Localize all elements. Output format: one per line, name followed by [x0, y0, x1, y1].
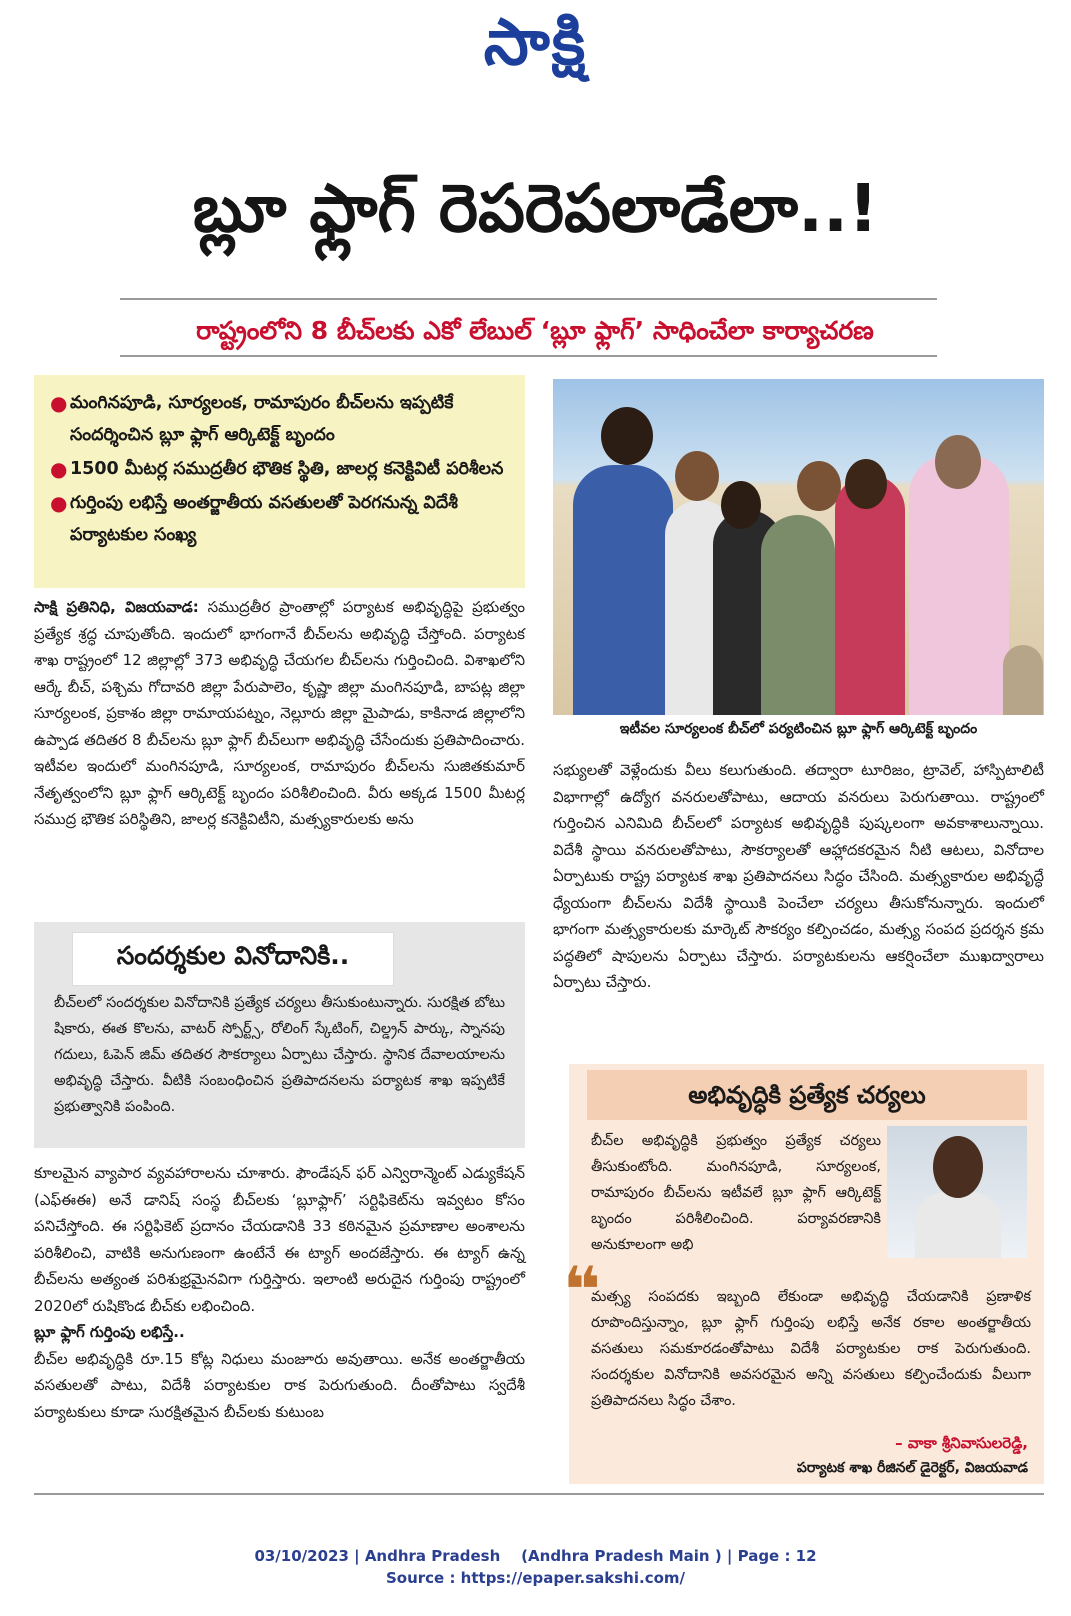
official-quote-box: [563, 1064, 1044, 1484]
quote-text-bottom: మత్స్య సంపదకు ఇబ్బంది లేకుండా అభివృద్ధి చేయడానికి ప్రణాళిక రూపొందిస్తున్నాం, బ్లూ ఫ్లాగ్ గుర్తింపు లభిస్తే అనేక రకాల అంతర్జాతీయ వసతులు సమకూరడంతోపాటు విదేశీ పర్యాటకుల రాక పెరుగుతుంది. సందర్శకుల వినోదానికి అవసరమైన అన్ని వసతులు కల్పించేందుకు వీలుగా ప్రతిపాదనలు సిద్ధం చేశాం.: [591, 1289, 1031, 1409]
footer-date-page: 03/10/2023 | Andhra Pradesh (Andhra Pradesh Main ) | Page : 12: [254, 1547, 817, 1565]
article-subheading: బ్లూ ఫ్లాగ్ గుర్తింపు లభిస్తే..: [34, 1323, 185, 1341]
box-text: బీచ్‌లలో సందర్శకుల వినోదానికి ప్రత్యేక చర్యలు తీసుకుంటున్నారు. సురక్షిత బోటు షికారు, ఈత కొలను, వాటర్ స్పోర్ట్స్, రోలింగ్ స్కేటింగ్, చిల్డ్రన్ పార్కు, స్నానపు గదులు, ఓపెన్ జిమ్ తదితర సౌకర్యాలు ఏర్పాటు చేస్తారు. స్థానిక దేవాలయాలను అభివృద్ధి చేస్తారు. వీటికి సంబంధించిన ప్రతిపాదనలను పర్యాటక శాఖ ఇప్పటికే ప్రభుత్వానికి పంపింది.: [54, 995, 505, 1115]
article-paragraph: బీచ్‌ల అభివృద్ధికి రూ.15 కోట్ల నిధులు మంజూరు అవుతాయి. అనేక అంతర్జాతీయ వసతులతో పాటు, విదేశీ పర్యాటకుల రాక పెరుగుతుంది. దీంతోపాటు స్వదేశీ పర్యాటకులు కూడా సురక్షితమైన బీచ్‌లకు కుటుంబ: [34, 1349, 525, 1421]
photo-caption: ఇటీవల సూర్యలంక బీచ్‌లో పర్యటించిన బ్లూ ఫ్లాగ్ ఆర్కిటెక్ట్ బృందం: [619, 721, 978, 737]
rule-top: [120, 298, 937, 300]
page-bottom-rule: [34, 1493, 1044, 1495]
highlights-box: [34, 375, 525, 588]
subheadline: రాష్ట్రంలోని 8 బీచ్‌లకు ఎకో లేబుల్ ‘బ్లూ ఫ్లాగ్’ సాధించేలా కార్యాచరణ: [196, 316, 874, 345]
article-column-right: [553, 757, 1044, 996]
headline: బ్లూ ఫ్లాగ్ రెపరెపలాడేలా..!: [192, 170, 879, 247]
visitors-entertainment-box: [34, 922, 525, 1148]
quote-mark-icon: ❝: [563, 1254, 601, 1328]
footer-source-link[interactable]: Source : https://epaper.sakshi.com/: [385, 1569, 685, 1587]
news-photo: [553, 379, 1044, 715]
rule-bottom: [120, 355, 937, 357]
signature-title: పర్యాటక శాఖ రీజినల్ డైరెక్టర్, విజయవాడ: [796, 1460, 1028, 1476]
highlight-item: ● గుర్తింపు లభిస్తే అంతర్జాతీయ వసతులతో పెరగనున్న విదేశీ పర్యాటకుల సంఖ్య: [50, 491, 458, 545]
page-footer: [0, 1545, 1071, 1589]
article-paragraph: సముద్రతీర ప్రాంతాల్లో పర్యాటక అభివృద్ధిపై ప్రభుత్వం ప్రత్యేక శ్రద్ధ చూపుతోంది. ఇందులో భాగంగానే బీచ్‌లను అభివృద్ధి చేస్తోంది. పర్యాటక శాఖ రాష్ట్రంలో 12 జిల్లాల్లో 373 అభివృద్ధి చేయగల బీచ్‌లను గుర్తించింది. విశాఖలోని ఆర్కే బీచ్, పశ్చిమ గోదావరి జిల్లా పేరుపాలెం, కృష్ణా జిల్లా మంగినపూడి, బాపట్ల జిల్లా సూర్యలంక, ప్రకాశం జిల్లా రామాయపట్నం, నెల్లూరు జిల్లా మైపాడు, కాకినాడ జిల్లాలోని ఉప్పాడ తదితర 8 బీచ్‌లను బ్లూ ఫ్లాగ్ బీచ్‌లుగా అభివృద్ధి చేసేందుకు ప్రతిపాదించారు. ఇటీవల ఇందులో మంగినపూడి, సూర్యలంక, రామాపురం బీచ్‌లను సుజితకుమార్ నేతృత్వంలోని బ్లూ ఫ్లాగ్ ఆర్కిటెక్ట్ బృందం పరిశీలించింది. వీరు అక్కడ 1500 మీటర్ల సముద్ర భౌతిక పరిస్థితిని, జాలర్ల కనెక్టివిటీని, మత్స్యకారులకు అను: [34, 598, 525, 828]
article-paragraph: సభ్యులతో వెళ్లేందుకు వీలు కలుగుతుంది. తద్వారా టూరిజం, ట్రావెల్, హాస్పిటాలిటీ విభాగాల్లో ఉద్యోగ వనరులతోపాటు, ఆదాయ వనరులు పెరుగుతాయి. రాష్ట్రంలో గుర్తించిన ఎనిమిది బీచ్‌లలో పర్యాటక అభివృద్ధికి పుష్కలంగా అవకాశాలున్నాయి. విదేశీ స్థాయి వనరులతోపాటు, సౌకర్యాలతో ఆహ్లాదకరమైన నీటి ఆటలు, వినోదాల ఏర్పాటుకు రాష్ట్ర పర్యాటక శాఖ ప్రతిపాదనలు సిద్ధం చేసింది. మత్స్యకారుల అభివృద్ధే ధ్యేయంగా బీచ్‌లను విదేశీ స్థాయికి పెంచేలా చర్యలు తీసుకోనున్నారు. ఇందులో భాగంగా మత్స్యకారులకు మార్కెట్ సౌకర్యం కల్పించడం, మత్స్య సంపద ప్రదర్శన క్రమ పద్ధతిలో షాపులను ఏర్పాటు చేస్తారు. పర్యాటకులను ఆకర్షించేలా ముఖద్వారాలు ఏర్పాటు చేస్తారు.: [553, 761, 1044, 991]
article-column-left-bottom: [34, 1160, 525, 1425]
article-dateline: సాక్షి ప్రతినిధి, విజయవాడ:: [34, 598, 199, 616]
highlight-item: ● మంగినపూడి, సూర్యలంక, రామాపురం బీచ్‌లను ఇప్పటికే సందర్శించిన బ్లూ ఫ్లాగ్ ఆర్కిటెక్ట్ బృందం: [50, 391, 454, 445]
signature-name: – వాకా శ్రీనివాసులరెడ్డి,: [895, 1434, 1028, 1452]
article-paragraph: కూలమైన వ్యాపార వ్యవహారాలను చూశారు. ఫౌండేషన్ ఫర్ ఎన్విరాన్మెంట్ ఎడ్యుకేషన్ (ఎఫ్ఈఈ) అనే డానిష్ సంస్థ బీచ్‌లకు ‘బ్లూఫ్లాగ్’ సర్టిఫికెట్‌ను ఇవ్వటం కోసం పనిచేస్తోంది. ఈ సర్టిఫికెట్ ప్రదానం చేయడానికి 33 కఠినమైన ప్రమాణాల అంశాలను పరిశీలించి, వాటికి అనుగుణంగా ఉంటేనే ఈ ట్యాగ్ అందజేస్తారు. ఈ ట్యాగ్ ఉన్న బీచ్‌లను అత్యంత పరిశుభ్రమైనవిగా గుర్తిస్తారు. ఇలాంటి అరుదైన గుర్తింపు రాష్ట్రంలో 2020లో రుషికొండ బీచ్‌కు లభించింది.: [34, 1164, 525, 1315]
official-portrait: [887, 1126, 1027, 1258]
box-title: సందర్శకుల వినోదానికి..: [72, 932, 394, 986]
highlight-item: ● 1500 మీటర్ల సముద్రతీర భౌతిక స్థితి, జాలర్ల కనెక్టివిటీ పరిశీలన: [50, 457, 504, 481]
article-column-left-top: [34, 594, 525, 833]
masthead-logo: సాక్షి: [483, 6, 588, 80]
quote-title: అభివృద్ధికి ప్రత్యేక చర్యలు: [587, 1070, 1027, 1120]
quote-text-top: బీచ్‌ల అభివృద్ధికి ప్రభుత్వం ప్రత్యేక చర్యలు తీసుకుంటోంది. మంగినపూడి, సూర్యలంక, రామాపురం బీచ్‌లను ఇటీవలే బ్లూ ఫ్లాగ్ ఆర్కిటెక్ట్ బృందం పరిశీలించింది. పర్యావరణానికి అనుకూలంగా అభి: [591, 1133, 881, 1253]
